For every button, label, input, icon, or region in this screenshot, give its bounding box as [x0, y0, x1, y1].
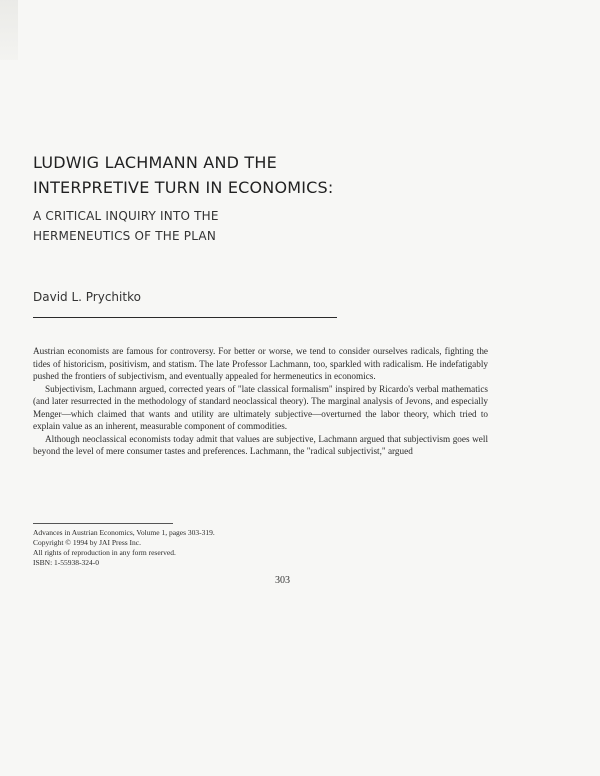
footnote-line-2: Copyright © 1994 by JAI Press Inc.: [33, 538, 141, 547]
article-subtitle: [33, 206, 503, 246]
footnote-line-1: Advances in Austrian Economics, Volume 1, pages 303-319.: [33, 528, 215, 537]
title-divider: [33, 317, 337, 318]
title-line-2: INTERPRETIVE TURN IN ECONOMICS:: [33, 178, 334, 197]
page-number: 303: [275, 575, 290, 586]
scan-edge-mark: [0, 0, 18, 60]
footnote-line-4: ISBN: 1-55938-324-0: [33, 558, 100, 567]
footnote-line-3: All rights of reproduction in any form reserved.: [33, 548, 176, 557]
subtitle-line-2: HERMENEUTICS OF THE PLAN: [33, 229, 216, 243]
article-body: [33, 345, 488, 458]
article-title: [33, 150, 503, 200]
footnote-divider: [33, 523, 173, 524]
subtitle-line-1: A CRITICAL INQUIRY INTO THE: [33, 209, 219, 223]
author-name: David L. Prychitko: [33, 290, 141, 304]
paragraph-2: Subjectivism, Lachmann argued, corrected years of "late classical formalism" inspired by Ricardo's verbal mathematics (and later resurrected in the methodology of standard neoclassical theory). The marginal analysis of Jevons, and especially Menger—which claimed that wants and utility are ultimately subjective—overturned the labor theory, which tried to explain value as an inherent, measurable component of commodities.: [33, 383, 488, 431]
copyright-footnote: [33, 528, 333, 568]
title-line-1: LUDWIG LACHMANN AND THE: [33, 153, 277, 172]
paragraph-1: Austrian economists are famous for controversy. For better or worse, we tend to consider ourselves radicals, fighting the tides of historicism, positivism, and statism. The late Professor Lachmann, too, sparkled with radicalism. He indefatigably pushed the frontiers of subjectivism, and eventually appealed for hermeneutics in economics.: [33, 346, 488, 381]
paragraph-3: Although neoclassical economists today admit that values are subjective, Lachmann argued that subjectivism goes well beyond the level of mere consumer tastes and preferences. Lachmann, the "radical subjectivist," argued: [33, 433, 488, 456]
